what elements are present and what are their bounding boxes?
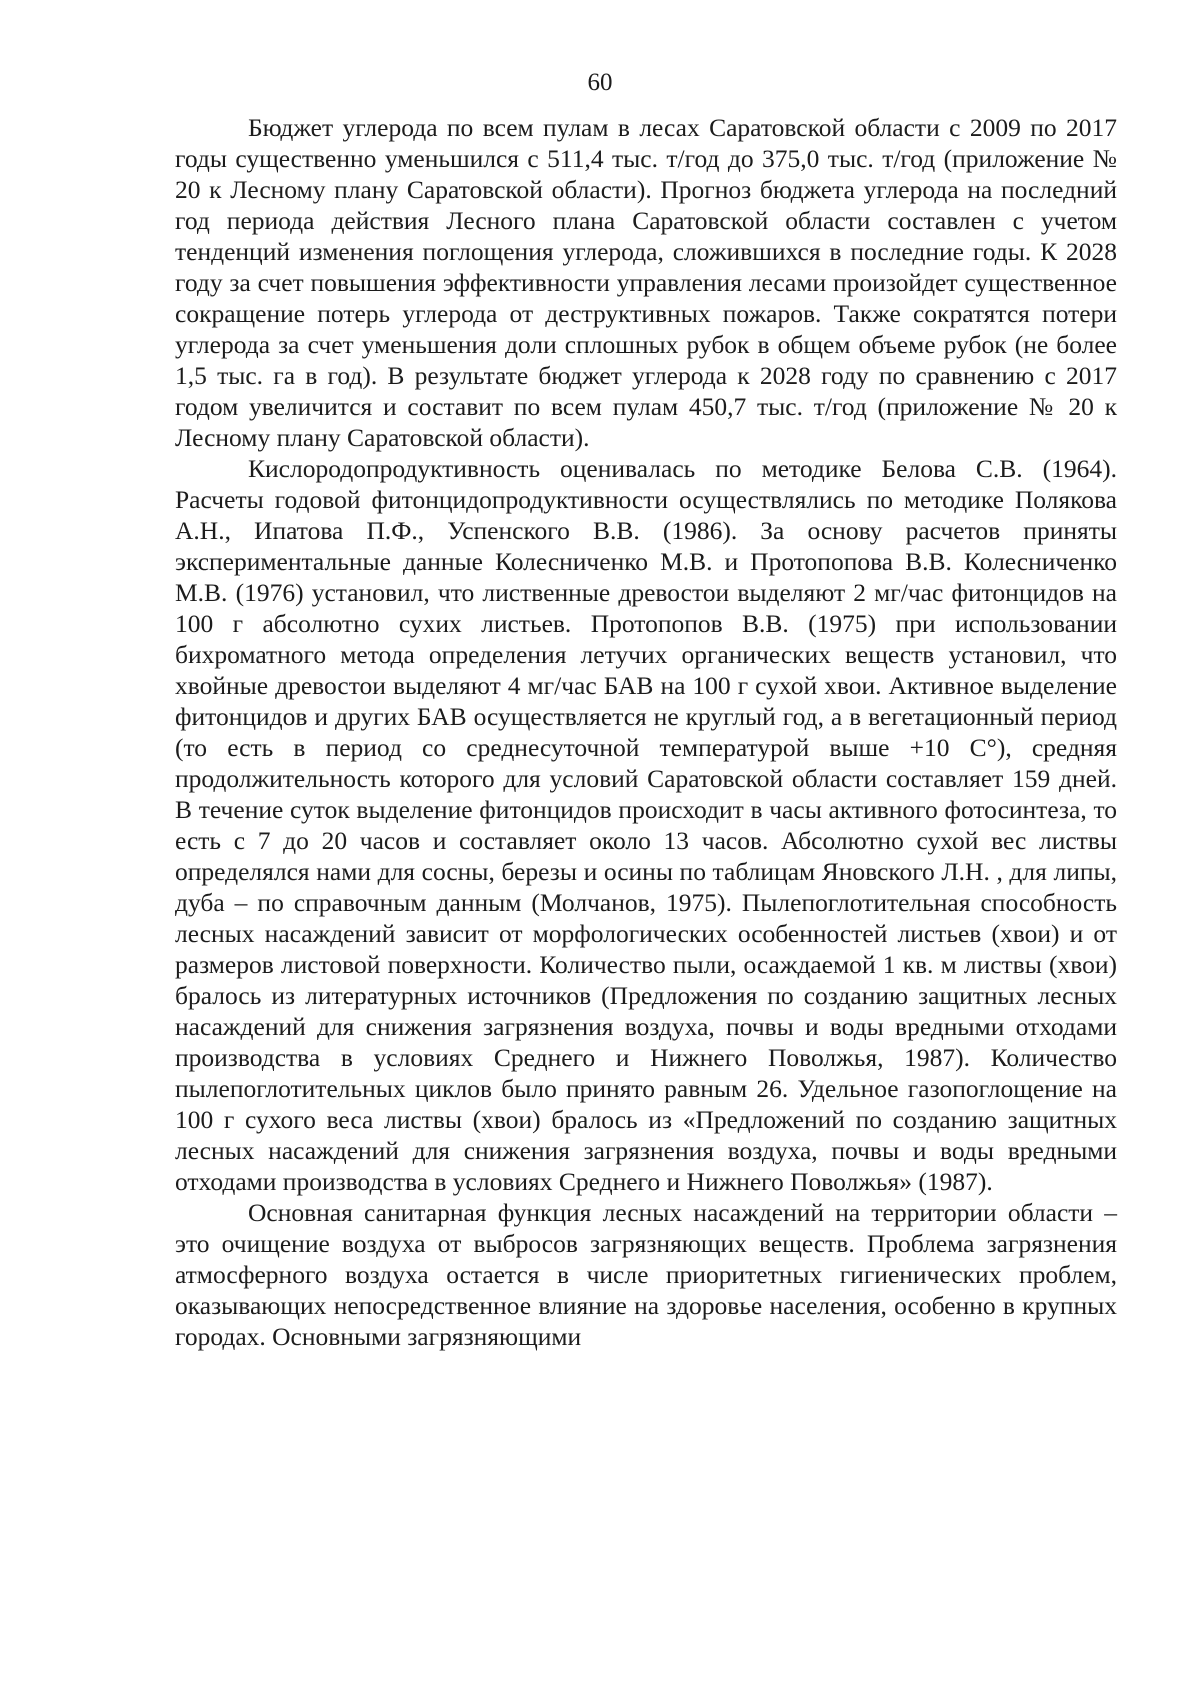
paragraph-sanitary-function: Основная санитарная функция лесных насаждений на территории области – это очищение воздуха от выбросов загрязняющих веществ. Проблема загрязнения атмосферного воздуха остается в числе приоритетных гигиенических проблем, оказывающих непосредственное влияние на здоровье населения, особенно в крупных городах. Основными загрязняющими xyxy=(175,1198,1117,1351)
paragraph-oxygen-productivity: Кислородопродуктивность оценивалась по методике Белова С.В. (1964). Расчеты годовой фитонцидопродуктивности осуществлялись по методике Полякова А.Н., Ипатова П.Ф., Успенского В.В. (1986). За основу расчетов приняты экспериментальные данные Колесниченко М.В. и Протопопова В.В. Колесниченко М.В. (1976) установил, что лиственные древостои выделяют 2 мг/час фитонцидов на 100 г абсолютно сухих листьев. Протопопов В.В. (1975) при использовании бихроматного метода определения летучих органических веществ установил, что хвойные древостои выделяют 4 мг/час БАВ на 100 г сухой хвои. Активное выделение фитонцидов и других БАВ осуществляется не круглый год, а в вегетационный период (то есть в период со среднесуточной температурой выше +10 С°), средняя продолжительность которого для условий Саратовской области составляет 159 дней. В течение суток выделение фитонцидов происходит в часы активного фотосинтеза, то есть с 7 до 20 часов и составляет около 13 часов. Абсолютно сухой вес листвы определялся нами для сосны, березы и осины по таблицам Яновского Л.Н. , для липы, дуба – по справочным данным (Молчанов, 1975). Пылепоглотительная способность лесных насаждений зависит от морфологических особенностей листьев (хвои) и от размеров листовой поверхности. Количество пыли, осаждаемой 1 кв. м листвы (хвои) бралось из литературных источников (Предложения по созданию защитных лесных насаждений для снижения загрязнения воздуха, почвы и воды вредными отходами производства в условиях Среднего и Нижнего Поволжья, 1987). Количество пылепоглотительных циклов было принято равным 26. Удельное газопоглощение на 100 г сухого веса листвы (хвои) бралось из «Предложений по созданию защитных лесных насаждений для снижения загрязнения воздуха, почвы и воды вредными отходами производства в условиях Среднего и Нижнего Поволжья» (1987). xyxy=(175,454,1117,1196)
page-number: 60 xyxy=(587,69,613,96)
paragraph-carbon-budget: Бюджет углерода по всем пулам в лесах Саратовской области с 2009 по 2017 годы существенно уменьшился с 511,4 тыс. т/год до 375,0 тыс. т/год (приложение № 20 к Лесному плану Саратовской области). Прогноз бюджета углерода на последний год периода действия Лесного плана Саратовской области составлен с учетом тенденций изменения поглощения углерода, сложившихся в последние годы. К 2028 году за счет повышения эффективности управления лесами произойдет существенное сокращение потерь углерода от деструктивных пожаров. Также сократятся потери углерода за счет уменьшения доли сплошных рубок в общем объеме рубок (не более 1,5 тыс. га в год). В результате бюджет углерода к 2028 году по сравнению с 2017 годом увеличится и составит по всем пулам 450,7 тыс. т/год (приложение № 20 к Лесному плану Саратовской области). xyxy=(175,113,1117,452)
body-text xyxy=(175,112,1117,1352)
